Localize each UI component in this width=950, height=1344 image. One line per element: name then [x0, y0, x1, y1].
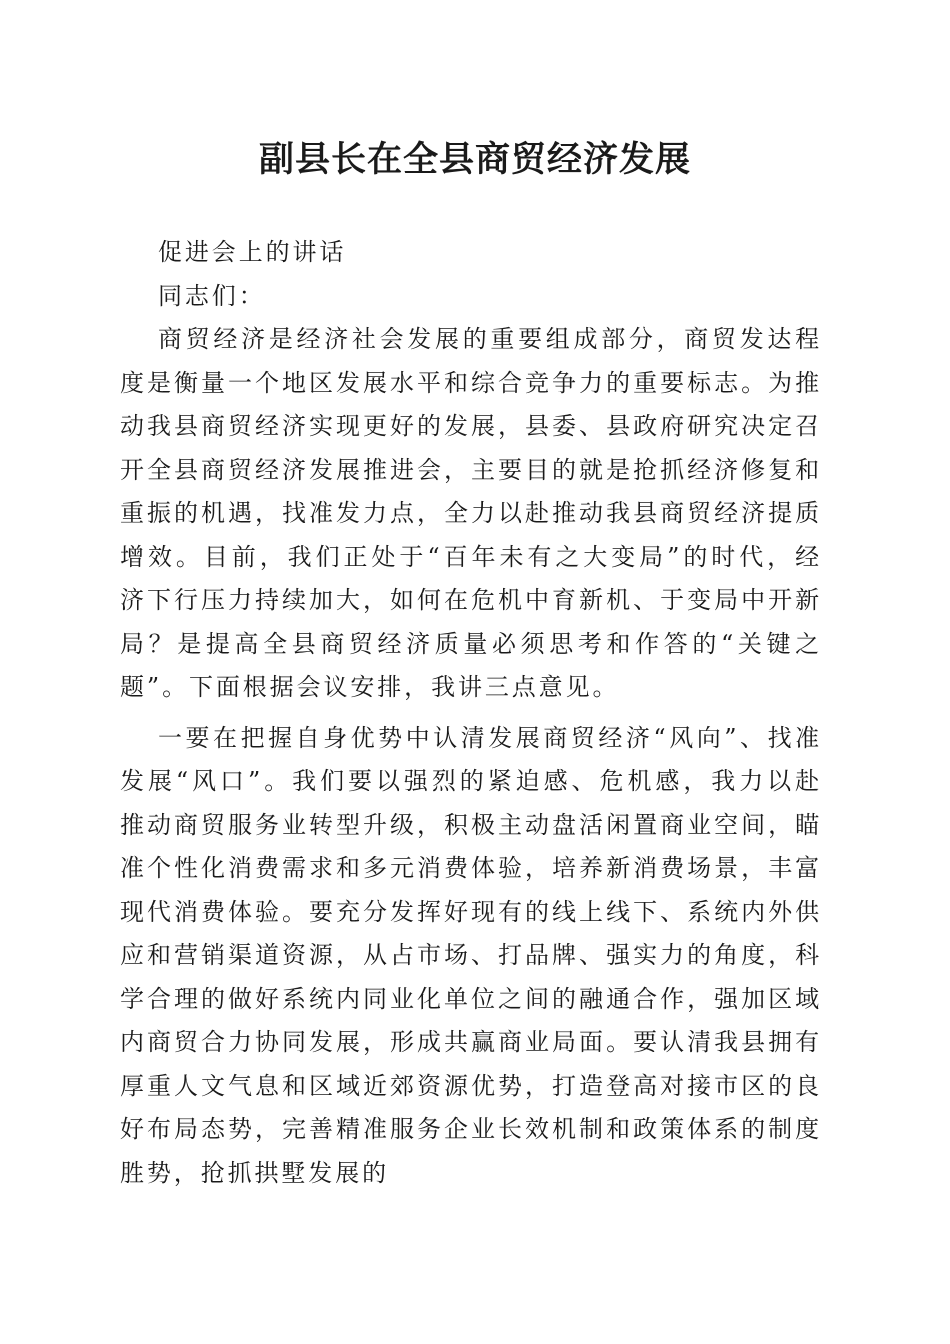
- body-paragraph: 一要在把握自身优势中认清发展商贸经济“风向”、找准发展“风口”。我们要以强烈的紧迫感、危机感，我力以赴推动商贸服务业转型升级，积极主动盘活闲置商业空间，瞄准个性化消费需求和多元消费体验，培养新消费场景，丰富现代消费体验。要充分发挥好现有的线上线下、系统内外供应和营销渠道资源，从占市场、打品牌、强实力的角度，科学合理的做好系统内同业化单位之间的融通合作，强加区域内商贸合力协同发展，形成共赢商业局面。要认清我县拥有厚重人文气息和区域近郊资源优势，打造登高对接市区的良好布局态势，完善精准服务企业长效机制和政策体系的制度胜势，抢抓拱墅发展的: [120, 723, 822, 1187]
- subtitle-line: 促进会上的讲话: [158, 238, 347, 266]
- document-title: 副县长在全县商贸经济发展: [258, 139, 691, 180]
- body-paragraph: 商贸经济是经济社会发展的重要组成部分，商贸发达程度是衡量一个地区发展水平和综合竞争力的重要标志。为推动我县商贸经济实现更好的发展，县委、县政府研究决定召开全县商贸经济发展推进会，主要目的就是抢抓经济修复和重振的机遇，找准发力点，全力以赴推动我县商贸经济提质增效。目前，我们正处于“百年未有之大变局”的时代，经济下行压力持续加大，如何在危机中育新机、于变局中开新局？是提高全县商贸经济质量必须思考和作答的“关键之题”。下面根据会议安排，我讲三点意见。: [120, 325, 822, 701]
- document-body: [120, 231, 822, 1195]
- salutation: 同志们：: [158, 281, 266, 310]
